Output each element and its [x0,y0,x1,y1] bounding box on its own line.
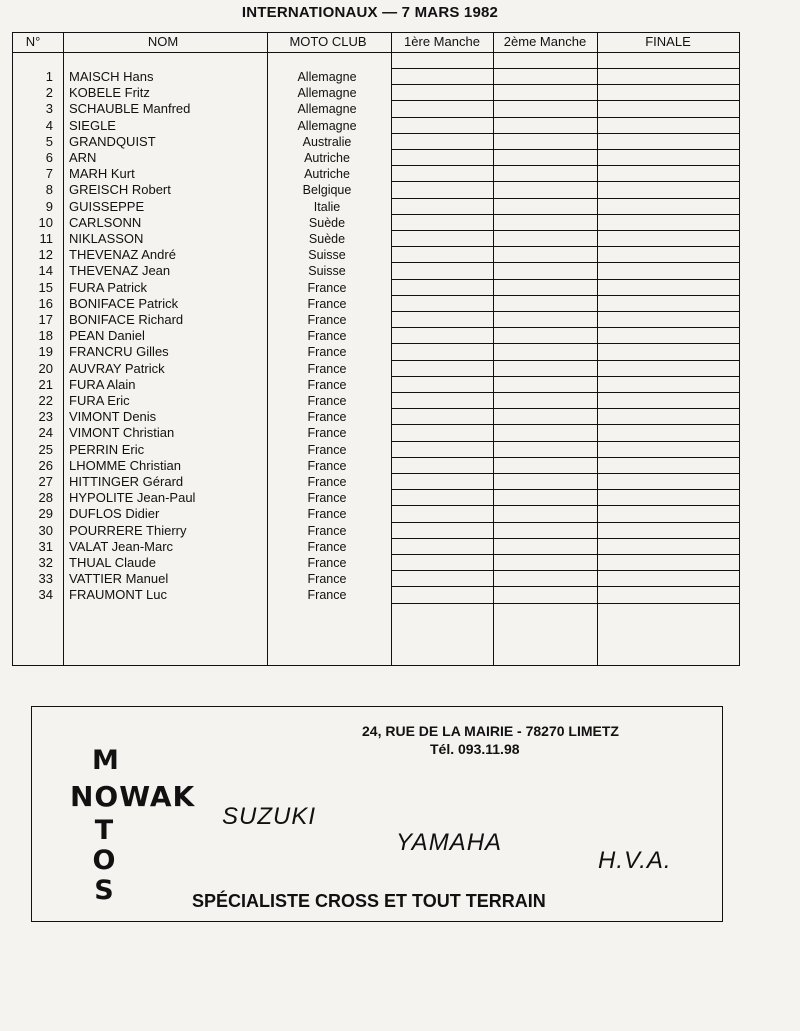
rider-club: Allemagne [297,70,357,84]
table-row [13,150,739,166]
table-row [13,312,739,328]
score-row-line [391,262,739,263]
score-row-line [391,100,739,101]
rider-number: 24 [38,425,53,441]
table-row [13,458,739,474]
rider-club: France [307,556,347,570]
rider-name: LHOMME Christian [69,457,181,473]
rider-name: AUVRAY Patrick [69,360,165,376]
header-club: MOTO CLUB [289,34,367,49]
score-row-line [391,424,739,425]
rider-number: 28 [38,490,53,506]
ad-specialty: SPÉCIALISTE CROSS ET TOUT TERRAIN [192,891,546,911]
score-row-line [391,230,739,231]
rider-club: France [307,377,347,392]
rider-name: VIMONT Christian [69,425,175,441]
score-row-line [391,473,739,474]
rider-club: France [307,280,347,295]
score-row-line [391,133,739,134]
rider-club: Suède [308,232,346,246]
rider-name: PEAN Daniel [69,328,145,344]
rider-club: Autriche [304,167,350,182]
rider-club: France [307,394,347,408]
rider-name: HYPOLITE Jean-Paul [69,490,196,506]
table-row [13,490,739,506]
rider-number: 30 [38,522,53,538]
score-row-line [391,392,739,393]
rider-name: BONIFACE Richard [69,312,184,327]
rider-club: France [307,313,347,327]
rider-name: KOBELE Fritz [69,85,150,101]
table-row [13,101,739,117]
rider-club: Allemagne [297,118,357,133]
rider-number: 10 [38,214,53,230]
rider-club: France [307,572,347,587]
rider-number: 20 [38,360,53,376]
score-row-line [391,538,739,539]
rider-name: PERRIN Eric [69,441,145,457]
score-row-line [391,295,739,296]
table-row [13,344,739,360]
score-row-line [391,68,739,69]
rider-name: THUAL Claude [69,555,156,570]
rider-number: 8 [45,182,53,198]
rider-club: Allemagne [297,86,357,101]
rider-club: France [307,410,347,425]
rider-number: 31 [38,538,53,554]
score-row-line [391,214,739,215]
score-row-line [391,165,739,166]
brand-hva: H.V.A. [598,847,672,874]
table-row [13,409,739,425]
brand-yamaha: YAMAHA [396,829,503,856]
rider-club: France [307,361,347,376]
ad-company-name: NOWAK [70,780,196,813]
rider-number: 34 [38,587,53,603]
rider-name: VATTIER Manuel [69,571,169,587]
motos-letter: T [94,815,114,846]
motos-letter: O [92,845,116,876]
rider-club: France [307,458,347,473]
rider-name: ARN [69,150,97,165]
score-row-line [391,376,739,377]
score-row-line [391,441,739,442]
rider-number: 33 [38,571,53,587]
rider-club: Suisse [308,264,346,279]
rider-club: Suisse [308,248,346,263]
rider-number: 12 [38,247,53,263]
rider-number: 16 [38,295,53,311]
rider-name: VALAT Jean-Marc [69,538,174,554]
score-row-line [391,327,739,328]
rider-club: France [307,296,347,311]
rider-name: BONIFACE Patrick [69,295,179,311]
score-row-line [391,343,739,344]
table-row [13,296,739,312]
rider-number: 4 [45,117,53,133]
table-row [13,85,739,101]
page-title: INTERNATIONAUX — 7 MARS 1982 [241,4,499,21]
table-row [13,555,739,571]
rider-name: CARLSONN [69,214,142,230]
table-row [13,199,739,215]
score-row-line [391,117,739,118]
score-row-line [391,360,739,361]
results-table [12,32,740,666]
rider-name: MARH Kurt [69,166,135,182]
rider-number: 6 [45,150,53,165]
rider-number: 15 [38,279,53,295]
rider-name: FURA Eric [69,393,130,408]
table-row [13,474,739,490]
rider-club: France [307,491,347,506]
rider-name: FURA Patrick [69,279,148,295]
table-row [13,506,739,522]
rider-name: FURA Alain [69,376,136,392]
rider-number: 29 [38,506,53,522]
rider-club: Autriche [304,151,350,165]
rider-club: France [307,588,347,603]
rider-club: Australie [302,134,352,149]
score-row-line [391,279,739,280]
rider-number: 32 [38,555,53,570]
rider-name: GRANDQUIST [69,133,156,149]
rider-club: France [307,539,347,554]
rider-number: 3 [45,101,53,117]
score-row-line [391,570,739,571]
rider-number: 23 [38,409,53,425]
rider-name: FRANCRU Gilles [69,344,169,360]
table-row [13,587,739,603]
score-row-line [391,603,739,604]
rider-name: MAISCH Hans [69,69,154,84]
rider-club: Allemagne [297,102,357,117]
rider-club: France [307,523,347,538]
table-row [13,377,739,393]
table-row [13,69,739,85]
table-row [13,442,739,458]
motos-letter: M [92,745,119,776]
rider-number: 26 [38,457,53,473]
rider-name: HITTINGER Gérard [69,474,184,489]
rider-club: France [307,329,347,344]
rider-number: 9 [45,198,53,214]
table-row [13,328,739,344]
table-row [13,166,739,182]
rider-number: 18 [38,328,53,344]
header-num: N° [25,34,41,49]
score-row-line [391,586,739,587]
rider-number: 14 [38,263,53,279]
rider-club: France [307,345,347,360]
header-manche-2: 2ème Manche [503,34,587,49]
rider-number: 27 [38,474,53,489]
rider-number: 17 [38,312,53,327]
table-row [13,523,739,539]
score-row-line [391,408,739,409]
rider-number: 2 [45,85,53,101]
score-row-line [391,181,739,182]
score-row-line [391,149,739,150]
table-row [13,134,739,150]
rider-name: GREISCH Robert [69,182,171,198]
table-row [13,118,739,134]
table-row [13,280,739,296]
table-row [13,361,739,377]
rider-number: 25 [38,441,53,457]
table-row [13,425,739,441]
rider-name: DUFLOS Didier [69,506,160,522]
header-manche-1: 1ère Manche [404,34,480,49]
rider-number: 11 [39,231,53,246]
table-row [13,182,739,198]
rider-number: 5 [45,133,53,149]
table-row [13,571,739,587]
rider-number: 21 [38,376,53,392]
rider-name: SIEGLE [69,117,116,133]
rider-number: 19 [38,344,53,360]
rider-name: SCHAUBLE Manfred [69,101,191,117]
rider-club: Suède [308,215,346,230]
rider-number: 22 [38,393,53,408]
table-row [13,393,739,409]
rider-name: NIKLASSON [69,231,144,246]
score-row-line [391,522,739,523]
score-row-line [391,246,739,247]
header-finale: FINALE [645,34,691,49]
rider-name: THEVENAZ André [69,247,176,263]
rider-club: France [307,442,347,457]
rider-name: POURRERE Thierry [69,522,187,538]
header-divider [13,52,739,53]
score-row-line [391,554,739,555]
table-row [13,539,739,555]
score-row-line [391,84,739,85]
table-row [13,263,739,279]
ad-address: 24, RUE DE LA MAIRIE - 78270 LIMETZ [362,723,619,739]
rider-name: VIMONT Denis [69,409,157,425]
ad-phone: Tél. 093.11.98 [430,741,520,757]
rider-name: THEVENAZ Jean [69,263,171,279]
rider-number: 1 [45,69,53,84]
score-row-line [391,311,739,312]
rider-number: 7 [45,166,53,182]
table-row [13,231,739,247]
rider-club: Belgique [302,183,352,198]
score-row-line [391,489,739,490]
header-name: NOM [147,34,179,49]
rider-name: GUISSEPPE [69,198,145,214]
motos-letter: S [94,875,114,906]
advertisement [31,706,723,922]
score-row-line [391,457,739,458]
score-row-line [391,505,739,506]
table-row [13,215,739,231]
rider-club: France [307,507,347,522]
rider-club: France [307,475,347,489]
rider-name: FRAUMONT Luc [69,587,167,603]
score-row-line [391,198,739,199]
table-row [13,247,739,263]
rider-club: France [307,426,347,441]
brand-suzuki: SUZUKI [222,803,317,830]
rider-club: Italie [313,199,341,214]
